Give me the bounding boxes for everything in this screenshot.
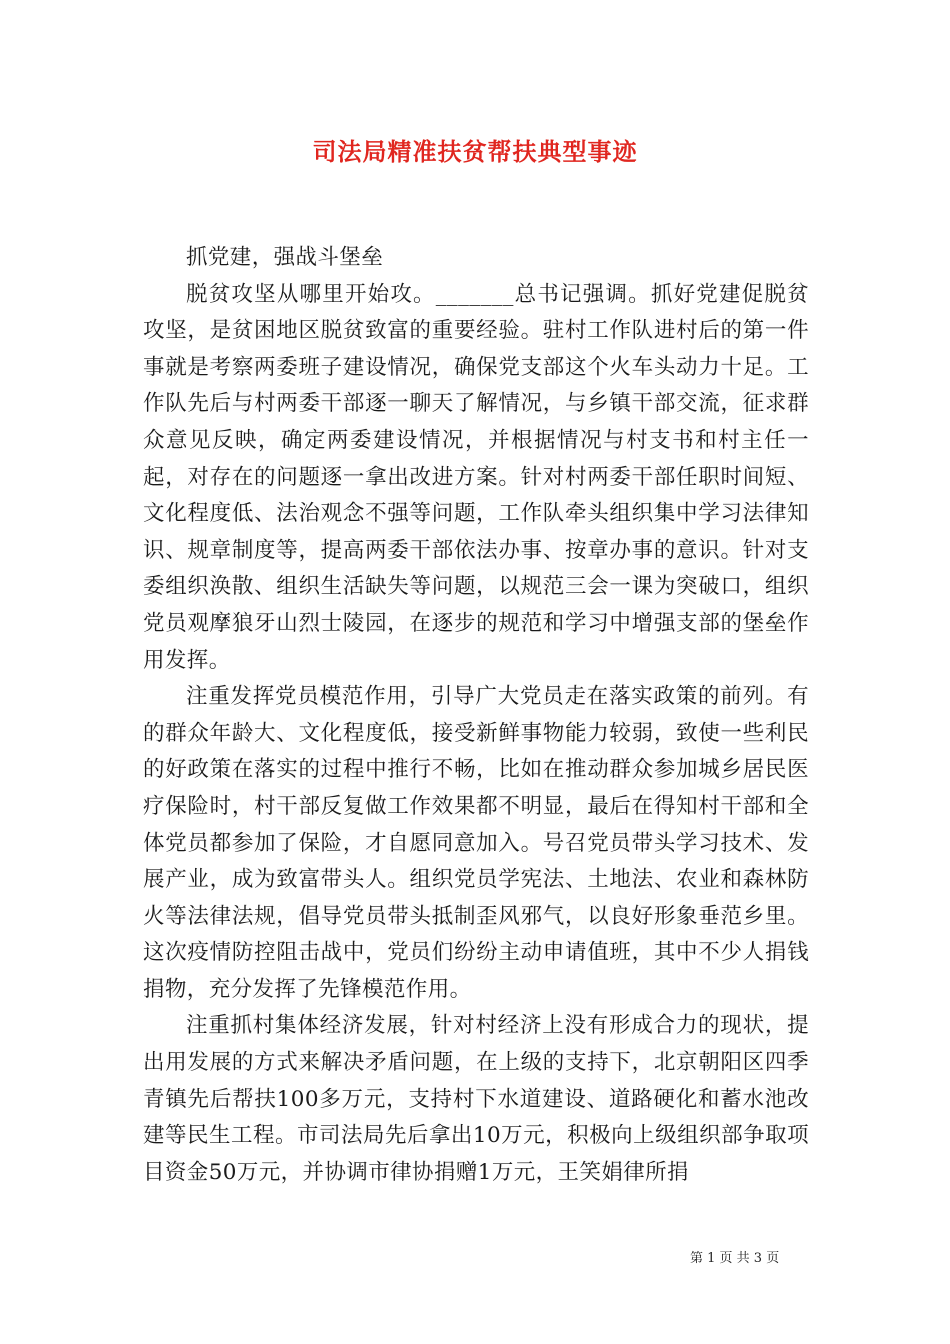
paragraph-heading: 抓党建，强战斗堡垒	[186, 245, 384, 270]
paragraph: 注重发挥党员模范作用，引导广大党员走在落实政策的前列。有的群众年龄大、文化程度低，接受新鲜事物能力较弱，致使一些利民的好政策在落实的过程中推行不畅，比如在推动群众参加城乡居民医疗保险时，村干部反复做工作效果都不明显，最后在得知村干部和全体党员都参加了保险，才自愿同意加入。号召党员带头学习技术、发展产业，成为致富带头人。组织党员学宪法、土地法、农业和森林防火等法律法规，倡导党员带头抵制歪风邪气，以良好形象垂范乡里。这次疫情防控阻击战中，党员们纷纷主动申请值班，其中不少人捐钱捐物，充分发挥了先锋模范作用。	[143, 684, 809, 1002]
document-title: 司法局精准扶贫帮扶典型事迹	[312, 137, 638, 166]
paragraph: 注重抓村集体经济发展，针对村经济上没有形成合力的现状，提出用发展的方式来解决矛盾问题，在上级的支持下，北京朝阳区四季青镇先后帮扶100多万元，支持村下水道建设、道路硬化和蓄水池改建等民生工程。市司法局先后拿出10万元，积极向上级组织部争取项目资金50万元，并协调市律协捐赠1万元，王笑娟律所捐	[143, 1013, 809, 1185]
paragraph: 脱贫攻坚从哪里开始攻。_______总书记强调。抓好党建促脱贫攻坚，是贫困地区脱贫致富的重要经验。驻村工作队进村后的第一件事就是考察两委班子建设情况，确保党支部这个火车头动力十足。工作队先后与村两委干部逐一聊天了解情况，与乡镇干部交流，征求群众意见反映，确定两委建设情况，并根据情况与村支书和村主任一起，对存在的问题逐一拿出改进方案。针对村两委干部任职时间短、文化程度低、法治观念不强等问题，工作队牵头组织集中学习法律知识、规章制度等，提高两委干部依法办事、按章办事的意识。针对支委组织涣散、组织生活缺失等问题，以规范三会一课为突破口，组织党员观摩狼牙山烈士陵园，在逐步的规范和学习中增强支部的堡垒作用发挥。	[143, 281, 809, 673]
page-number-footer: 第 1 页 共 3 页	[690, 1251, 780, 1266]
document-body	[143, 240, 809, 1191]
